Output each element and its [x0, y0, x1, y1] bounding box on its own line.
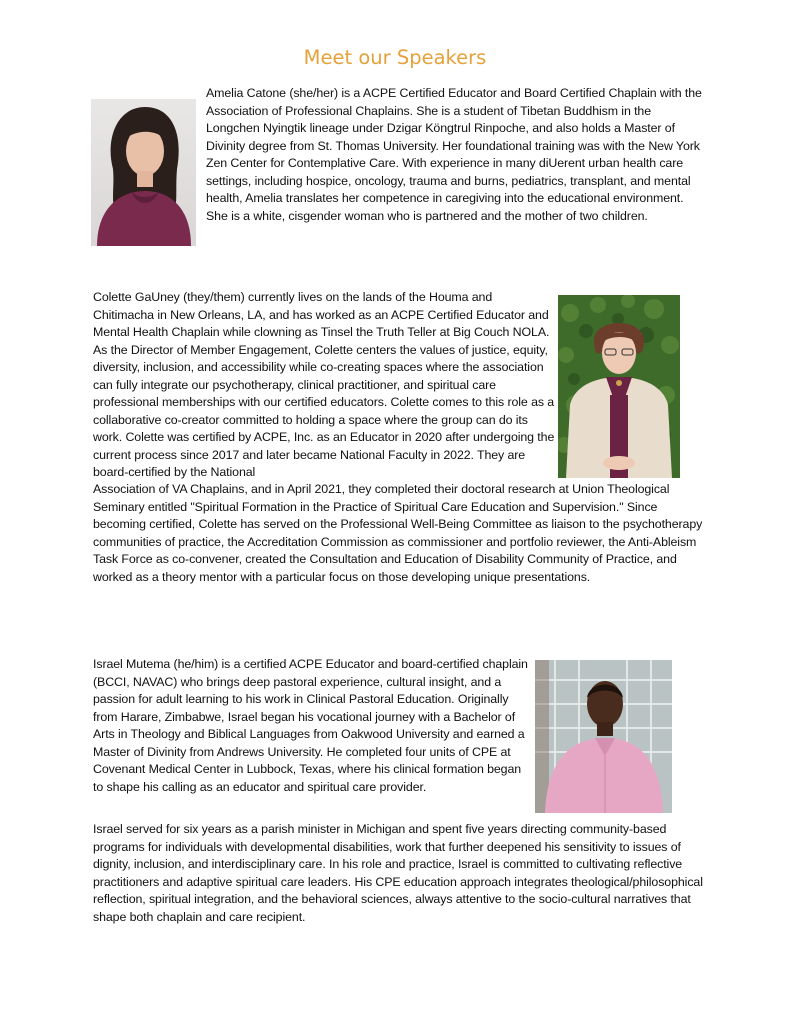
- page-title: Meet our Speakers: [303, 46, 487, 69]
- speaker-bio-colette-gauney-part-2: Association of VA Chaplains, and in April 2021, they completed their doctoral research at Union Theological Seminary entitled "Spiritual Formation in the Practice of Spiritual Care Education and Supervision." Since becoming certified, Colette has served on the Professional Well-Being Committee as liaison to the psychotherapy communities of practice, the Accreditation Commission as commissioner and portfolio reviewer, the Anti-Ableism Task Force as co-convener, created the Consultation and Education of Disability Community of Practice, and worked as a theory mentor with a particular focus on those developing unique presentations.: [93, 482, 703, 584]
- portrait-photo-amelia-catone: [91, 99, 196, 246]
- portrait-photo-colette-gauney: [558, 295, 680, 478]
- speaker-bio-israel-mutema-part-2: Israel served for six years as a parish minister in Michigan and spent five years directing community-based programs for individuals with developmental disabilities, work that further deepened his sensitivity to issues of dignity, inclusion, and interdisciplinary care. In his role and practice, Israel is committed to cultivating reflective practitioners and adaptive spiritual care leaders. His CPE education approach integrates theological/philosophical reflection, spiritual integration, and the behavioral sciences, always attentive to the socio-cultural narratives that shape both chaplain and care recipient.: [93, 822, 703, 924]
- speaker-bio-israel-mutema-part-1: Israel Mutema (he/him) is a certified ACPE Educator and board-certified chaplain (BCCI, NAVAC) who brings deep pastoral experience, cultural insight, and a passion for adult learning to his work in Clinical Pastoral Education. Originally from Harare, Zimbabwe, Israel began his vocational journey with a Bachelor of Arts in Theology and Biblical Languages from Oakwood University and earned a Master of Divinity from Andrews University. He completed four units of CPE at Covenant Medical Center in Lubbock, Texas, where his clinical formation began to shape his calling as an educator and spiritual care provider.: [93, 657, 528, 794]
- speaker-bio-amelia-catone: Amelia Catone (she/her) is a ACPE Certified Educator and Board Certified Chaplain with the Association of Professional Chaplains. She is a student of Tibetan Buddhism in the Longchen Nyingtik lineage under Dzigar Köngtrul Rinpoche, and also holds a Master of Divinity degree from St. Thomas University. Her foundational training was with the New York Zen Center for Contemplative Care. With experience in many diUerent urban health care settings, including hospice, oncology, trauma and burns, pediatrics, transplant, and mental health, Amelia translates her competence in caregiving into the educational environment. She is a white, cisgender woman who is partnered and the mother of two children.: [206, 86, 702, 223]
- portrait-photo-israel-mutema: [535, 660, 672, 813]
- speaker-bio-colette-gauney-part-1: Colette GaUney (they/them) currently lives on the lands of the Houma and Chitimacha in New Orleans, LA, and has worked as an ACPE Certified Educator and Mental Health Chaplain while clowning as Tinsel the Truth Teller at Big Couch NOLA. As the Director of Member Engagement, Colette centers the values of justice, equity, diversity, inclusion, and accessibility while co-creating spaces where the association can fully integrate our psychotherapy, clinical practitioner, and spiritual care professional memberships with our certified educators. Colette comes to this role as a collaborative co-creator committed to holding a space where the group can do its work. Colette was certified by ACPE, Inc. as an Educator in 2020 after undergoing the current process since 2017 and later became National Faculty in 2022. They are board-certified by the National: [93, 290, 555, 479]
